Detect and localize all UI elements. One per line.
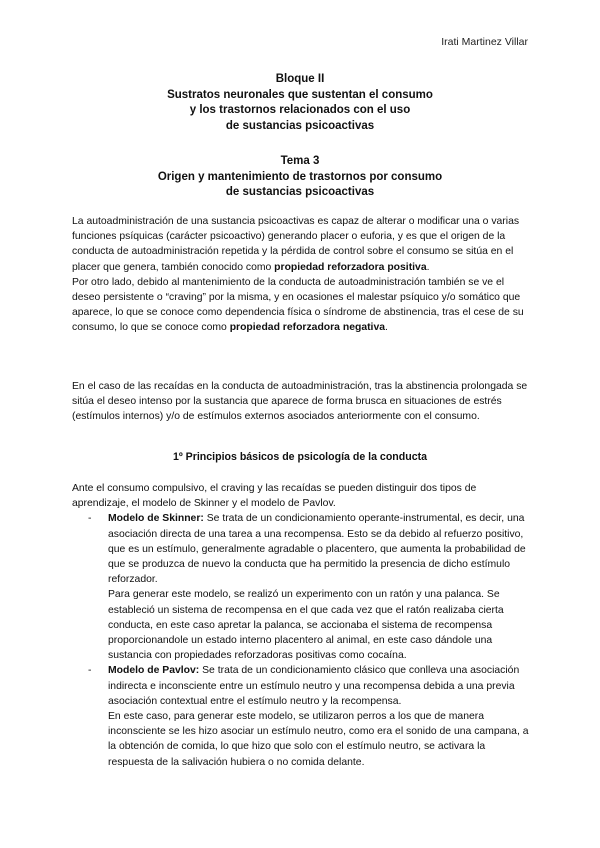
skinner-text: Se trata de un condicionamiento operante-instrumental, es decir, una asociación directa de una tarea a una recompensa. Esto se da debido al refuerzo positivo, que es un estímulo, generalmente agradable o placentero, que aumenta la probabilidad de que se produzca de nuevo la conducta que ha permitido la presencia de dicho estímulo reforzador. — [108, 513, 526, 586]
pavlov-title: Modelo de Pavlov: — [108, 665, 200, 677]
paragraph-text: La autoadministración de una sustancia psicoactivas es capaz de alterar o modificar una o varias funciones psíquicas (carácter psicoactivo) generando placer o euforia, y es que el origen de la conducta de autoadministración repetida y la pérdida de control sobre el consumo se sitúa en el placer que genera, también conocido como — [72, 216, 520, 273]
paragraph-positive-reinforcement — [72, 214, 532, 275]
pavlov-paragraph-1 — [108, 663, 532, 709]
block-title-line: Sustratos neuronales que sustentan el consumo — [167, 88, 433, 101]
intro-paragraphs — [72, 214, 532, 336]
block-title-line: Bloque II — [275, 73, 325, 85]
block-title-line: de sustancias psicoactivas — [225, 119, 375, 132]
section-heading: 1º Principios básicos de psicología de la conducta — [172, 451, 428, 463]
section-body — [72, 481, 532, 770]
topic-title-line: Tema 3 — [280, 155, 320, 167]
paragraph-relapse: En el caso de las recaídas en la conducta de autoadministración, tras la abstinencia prolongada se sitúa el deseo intenso por la sustancia que aparece de forma brusca en situaciones de estrés (estímulos internos) y/o de estímulos externos asociados anteriormente con el consumo. — [72, 381, 528, 423]
skinner-paragraph-1 — [108, 511, 532, 587]
section-intro: Ante el consumo compulsivo, el craving y las recaídas se pueden distinguir dos tipos de aprendizaje, el modelo de Skinner y el modelo de Pavlov. — [72, 483, 477, 510]
list-item-pavlov — [72, 663, 532, 769]
relapse-paragraph-block — [72, 379, 532, 425]
paragraph-text: Por otro lado, debido al mantenimiento de la conducta de autoadministración también se ve el deseo persistente o “craving” por la misma, y en ocasiones el malestar psíquico y/o somático que aparece, lo que se conoce como dependencia física o síndrome de abstinencia, tras el cese de su consumo, lo que se conoce como — [72, 276, 524, 334]
topic-title — [0, 154, 600, 201]
topic-title-line: de sustancias psicoactivas — [225, 186, 375, 198]
term-negative-reinforcement: propiedad reforzadora negativa — [229, 322, 386, 334]
model-list — [72, 511, 532, 769]
paragraph-negative-reinforcement — [72, 275, 532, 336]
list-item-skinner — [72, 511, 532, 663]
block-title — [0, 72, 600, 134]
skinner-title: Modelo de Skinner: — [108, 513, 204, 525]
skinner-paragraph-2: Para generar este modelo, se realizó un experimento con un ratón y una palanca. Se estableció un sistema de recompensa en el que cada vez que el ratón realizaba cierta conducta, en este caso apretar la palanca, se accionaba el sistema de recompensa proporcionandole un estado interno placentero al animal, en este caso dándole una sustancia con propiedades reforzadoras positivas como cocaína. — [108, 589, 504, 662]
period: . — [385, 322, 388, 334]
pavlov-paragraph-2: En este caso, para generar este modelo, se utilizaron perros a los que de manera inconsciente se les hizo asociar un estímulo neutro, como era el sonido de una campana, a la obtención de comida, lo que hizo que solo con el estímulo neutro, se activara la respuesta de la salivación hubiera o no comida delante. — [108, 711, 529, 768]
author-name: Irati Martinez Villar — [441, 36, 528, 48]
topic-title-line: Origen y mantenimiento de trastornos por consumo — [157, 170, 443, 183]
block-title-line: y los trastornos relacionados con el uso — [189, 104, 411, 116]
period: . — [426, 261, 430, 273]
term-positive-reinforcement: propiedad reforzadora positiva — [274, 261, 427, 273]
pavlov-text: Se trata de un condicionamiento clásico que conlleva una asociación indirecta e inconsciente entre un estímulo neutro y una recompensa debida a una previa asociación contextual entre el estímulo neutro y la recompensa. — [108, 665, 520, 707]
list-dash: - — [88, 513, 92, 525]
list-dash: - — [88, 665, 92, 677]
